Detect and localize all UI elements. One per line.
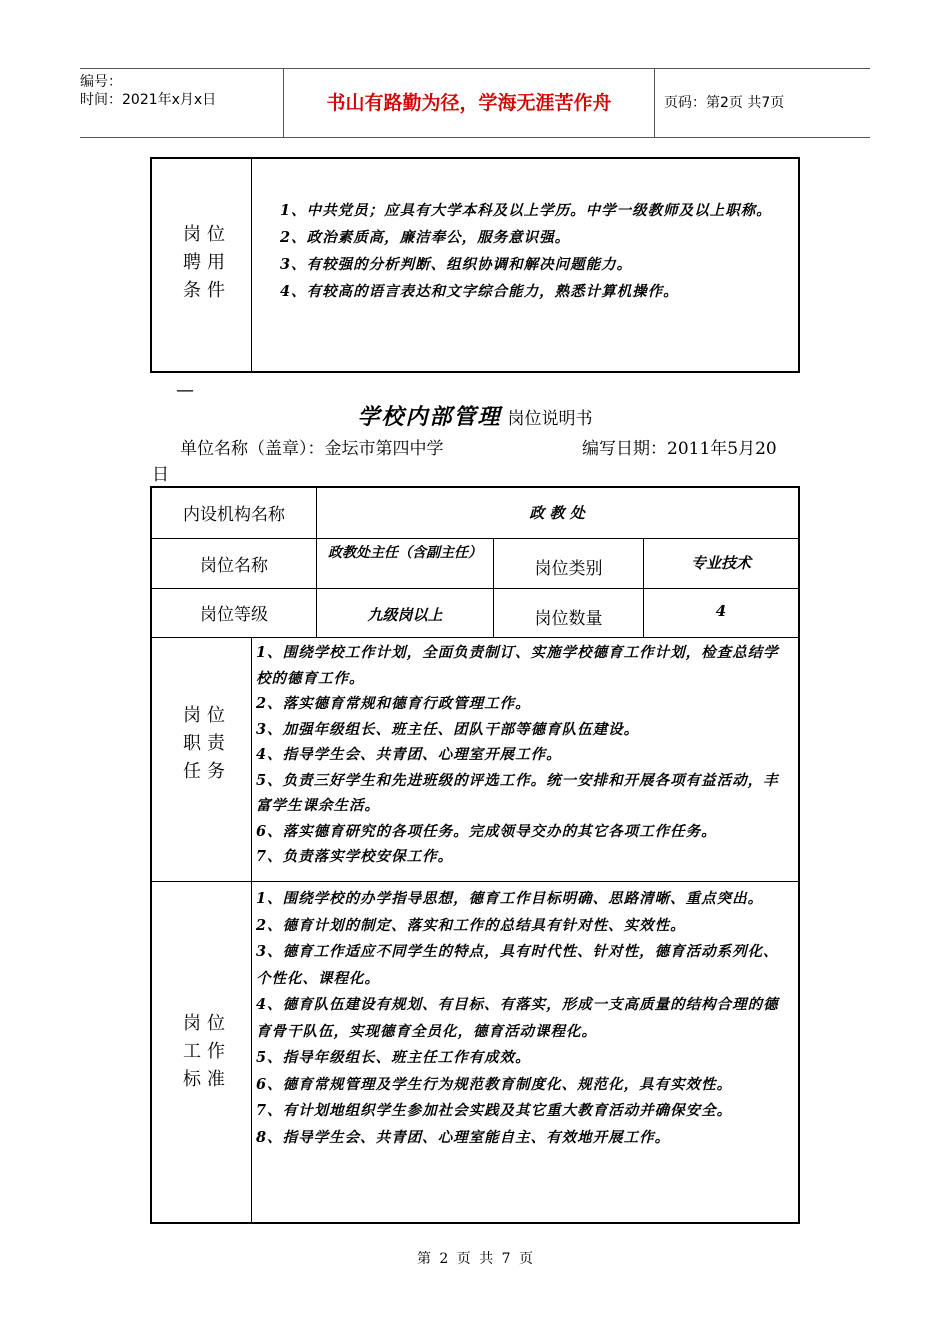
list-item: 1、中共党员；应具有大学本科及以上学历。中学一级教师及以上职称。	[280, 202, 772, 219]
title-main: 学校内部管理	[357, 404, 502, 430]
post-type-label: 岗位类别	[534, 559, 603, 579]
hiring-conditions-table	[150, 157, 800, 373]
list-item: 2、德育计划的制定、落实和工作的总结具有针对性、实效性。	[256, 916, 686, 934]
list-item: 1、围绕学校的办学指导思想，德育工作目标明确、思路清晰、重点突出。	[256, 890, 764, 907]
list-item: 4、德育队伍建设有规划、有目标、有落实，形成一支高质量的结构合理的德育骨干队伍，实现德育全员化，德育活动课程化。	[256, 996, 779, 1040]
post-count-label: 岗位数量	[534, 609, 603, 629]
hiring-conditions-list	[256, 197, 790, 305]
post-name-value: 政教处主任（含副主任）	[328, 545, 482, 561]
duty-label: 岗位 职责 任务	[183, 705, 231, 782]
header-meta	[80, 69, 283, 141]
list-item: 1、围绕学校工作计划，全面负责制订、实施学校德育工作计划，检查总结学校的德育工作。	[256, 644, 779, 687]
header-time: 时间：2021年x月x日	[80, 92, 217, 108]
hiring-conditions-label: 岗位 聘用 条件	[183, 224, 231, 301]
list-item: 4、指导学生会、共青团、心理室开展工作。	[256, 746, 562, 763]
page-footer: 第 2 页 共 7 页	[416, 1251, 534, 1267]
dash-mark: —	[176, 380, 194, 401]
post-level-label: 岗位等级	[200, 605, 268, 625]
list-item: 4、有较高的语言表达和文字综合能力，熟悉计算机操作。	[280, 283, 679, 300]
post-count-value: 4	[715, 602, 727, 620]
unit-name: 单位名称（盖章）：金坛市第四中学	[180, 439, 444, 459]
page-header	[80, 68, 870, 138]
list-item: 8、指导学生会、共青团、心理室能自主、有效地开展工作。	[256, 1128, 671, 1146]
job-description-table	[150, 486, 800, 1224]
duty-list	[256, 640, 790, 870]
list-item: 3、加强年级组长、班主任、团队干部等德育队伍建设。	[256, 720, 640, 738]
list-item: 2、落实德育常规和德育行政管理工作。	[256, 695, 531, 712]
write-date-suffix: 日	[152, 465, 169, 485]
document-title	[0, 400, 950, 431]
list-item: 5、指导年级组长、班主任工作有成效。	[256, 1049, 531, 1066]
header-motto: 书山有路勤为径，学海无涯苦作舟	[283, 69, 655, 137]
standard-list	[256, 886, 790, 1151]
dept-label: 内设机构名称	[183, 505, 285, 525]
list-item: 5、负责三好学生和先进班级的评选工作。统一安排和开展各项有益活动，丰富学生课余生活。	[256, 771, 779, 814]
list-item: 3、德育工作适应不同学生的特点，具有时代性、针对性，德育活动系列化、个性化、课程化。	[256, 943, 779, 987]
dept-value: 政 教 处	[529, 504, 585, 522]
write-date: 编写日期：2011年5月20	[582, 439, 777, 459]
list-item: 2、政治素质高，廉洁奉公，服务意识强。	[280, 229, 571, 246]
list-item: 7、负责落实学校安保工作。	[256, 848, 454, 865]
standard-label: 岗位 工作 标准	[183, 1013, 231, 1090]
list-item: 3、有较强的分析判断、组织协调和解决问题能力。	[280, 256, 633, 273]
list-item: 7、有计划地组织学生参加社会实践及其它重大教育活动并确保安全。	[256, 1102, 733, 1119]
post-type-value: 专业技术	[690, 554, 751, 572]
header-number: 编号：	[80, 74, 122, 90]
list-item: 6、德育常规管理及学生行为规范教育制度化、规范化，具有实效性。	[256, 1075, 733, 1093]
list-item: 6、落实德育研究的各项任务。完成领导交办的其它各项工作任务。	[256, 822, 717, 840]
header-page: 页码：第2页 共7页	[664, 95, 785, 111]
post-name-label: 岗位名称	[200, 556, 268, 576]
post-level-value: 九级岗以上	[367, 606, 443, 624]
title-sub: 岗位说明书	[507, 409, 593, 429]
